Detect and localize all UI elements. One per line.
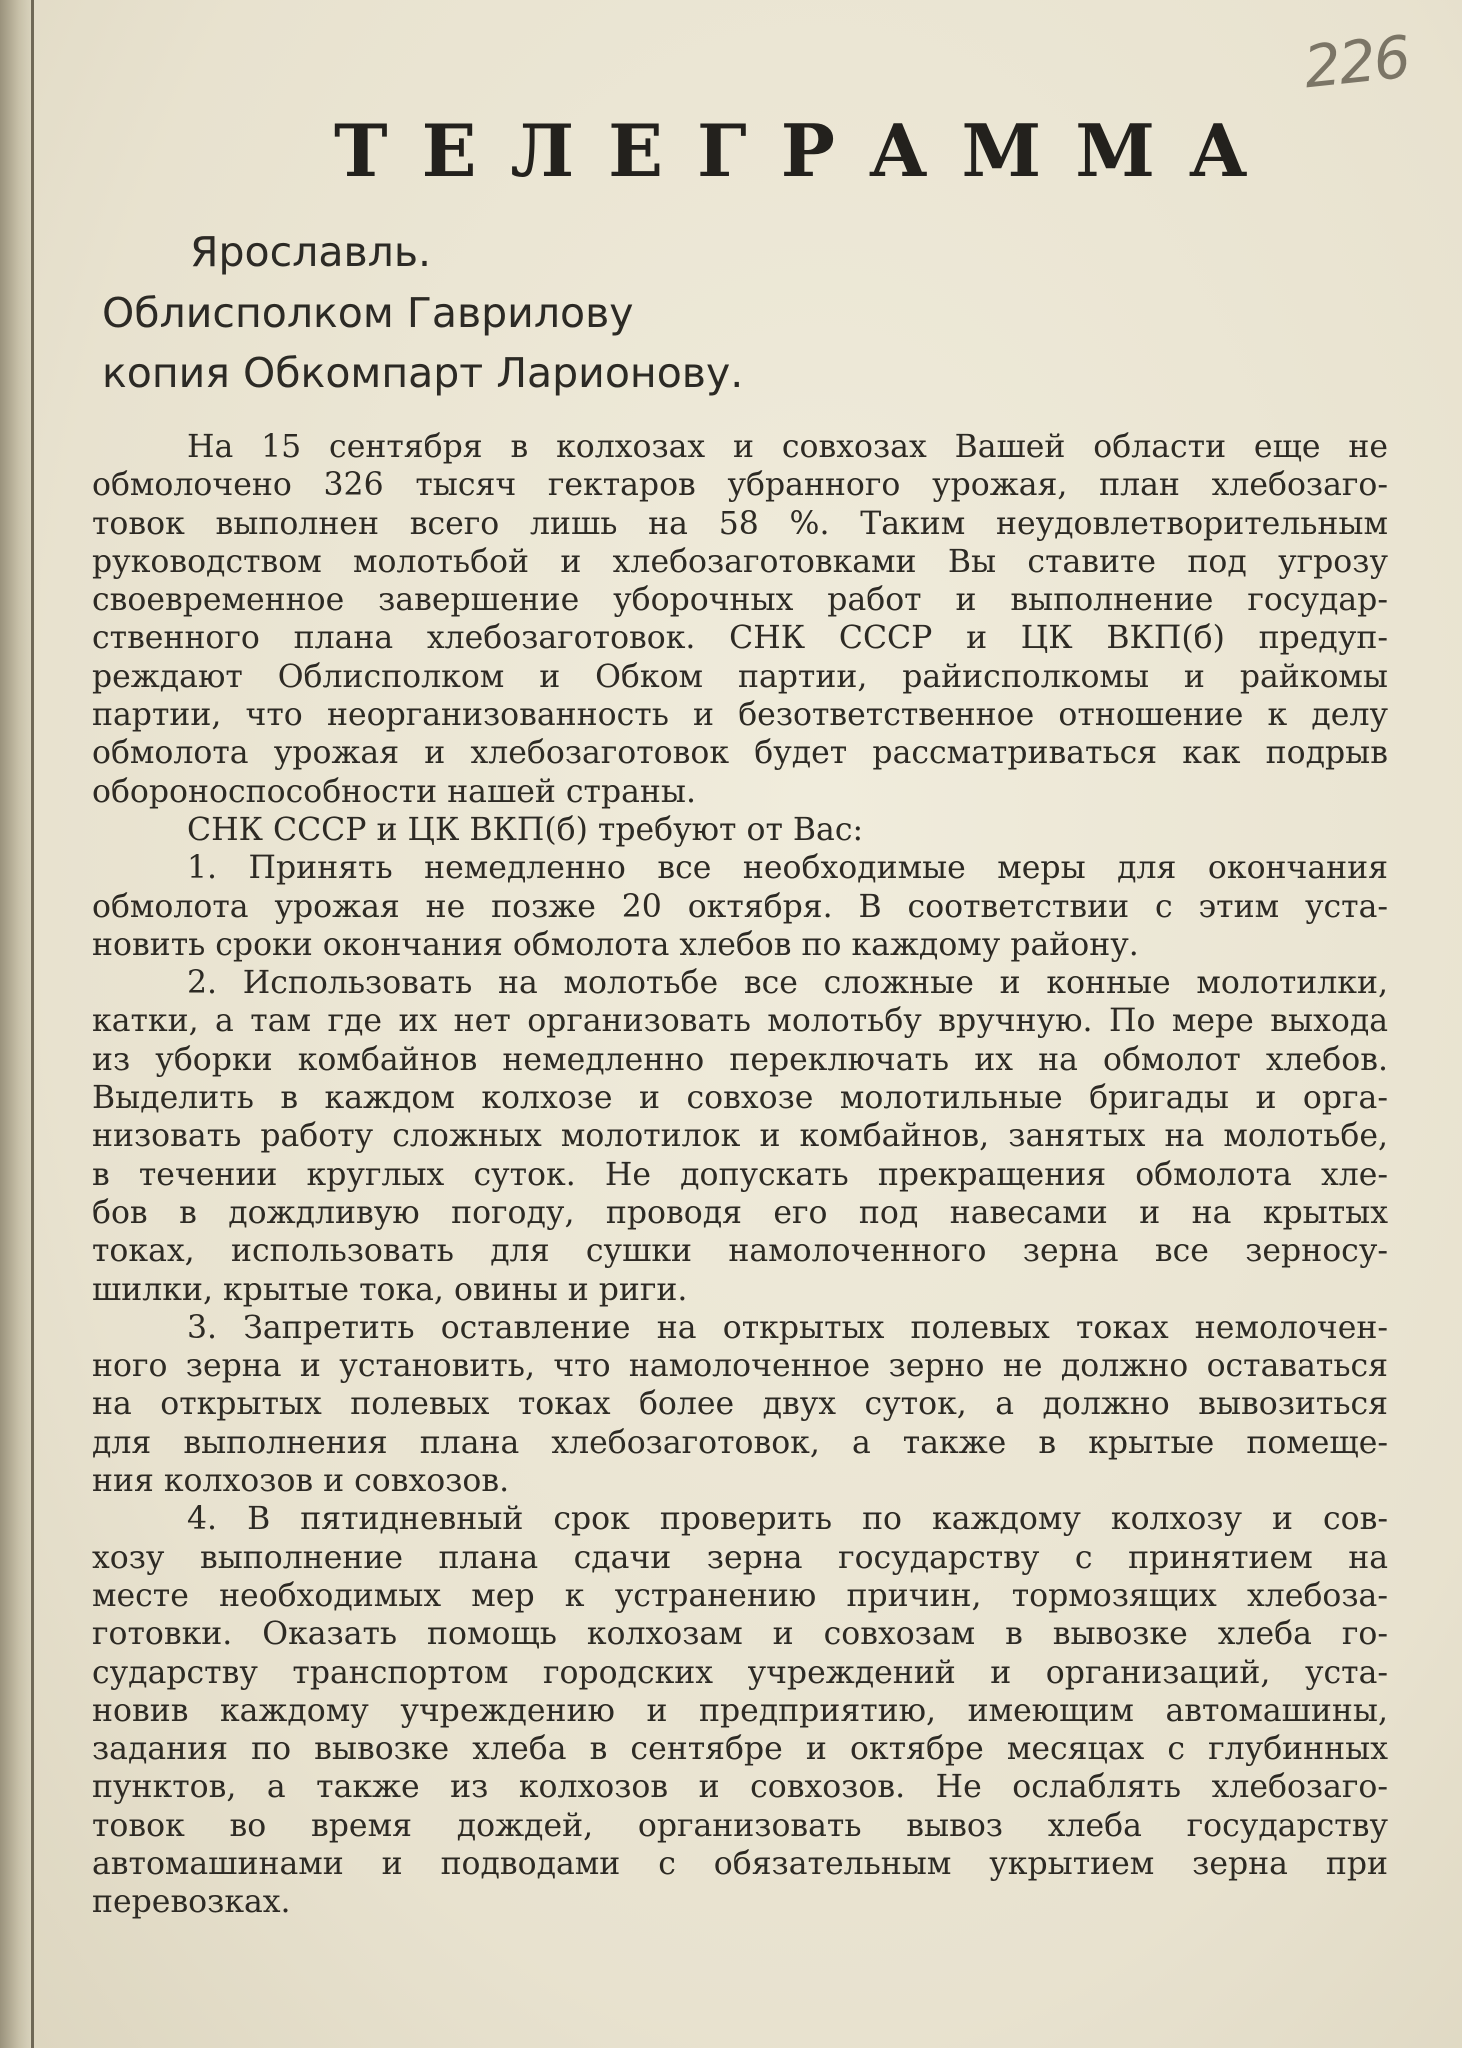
page-binding-edge: [0, 0, 34, 2048]
body-line: товок выполнен всего лишь на 58 %. Таким неудовлетворительным: [92, 505, 1388, 542]
body-line: обмолота урожая не позже 20 октября. В соответствии с этим уста-: [92, 888, 1388, 925]
body-line: своевременное завершение уборочных работ и выполнение государ-: [92, 582, 1388, 619]
address-city: Ярославль.: [190, 228, 432, 276]
body-line: токах, использовать для сушки намолоченного зерна все зерносу-: [92, 1233, 1388, 1270]
body-line: партии, что неорганизованность и безответственное отношение к делу: [92, 697, 1388, 734]
body-line: задания по вывозке хлеба в сентябре и октябре месяцах с глубинных: [92, 1731, 1388, 1768]
body-line: бов в дождливую погоду, проводя его под навесами и на крытых: [92, 1194, 1388, 1231]
body-line: катки, а там где их нет организовать молотьбу вручную. По мере выхода: [92, 1003, 1388, 1040]
body-line: месте необходимых мер к устранению причин, тормозящих хлебоза-: [92, 1577, 1388, 1614]
body-line: обороноспособности нашей страны.: [92, 773, 696, 810]
body-line: 2. Использовать на молотьбе все сложные и конные молотилки,: [187, 965, 1388, 1002]
body-line: ственного плана хлебозаготовок. СНК СССР и ЦК ВКП(б) предуп-: [92, 620, 1388, 657]
address-recipient: Облисполком Гаврилову: [102, 289, 634, 337]
body-line: обмолота урожая и хлебозаготовок будет рассматриваться как подрыв: [92, 735, 1388, 772]
body-line: СНК СССР и ЦК ВКП(б) требуют от Вас:: [187, 811, 864, 848]
body-line: реждают Облисполком и Обком партии, райисполкомы и райкомы: [92, 658, 1388, 695]
body-line: перевозках.: [92, 1884, 291, 1921]
body-line: новить сроки окончания обмолота хлебов по каждому району.: [92, 926, 1139, 963]
body-line: обмолочено 326 тысяч гектаров убранного урожая, план хлебозаго-: [92, 467, 1388, 504]
body-line: товок во время дождей, организовать вывоз хлеба государству: [92, 1807, 1388, 1844]
document-sheet: [34, 0, 1462, 2048]
body-line: для выполнения плана хлебозаготовок, а также в крытые помеще-: [92, 1424, 1388, 1461]
body-line: 3. Запретить оставление на открытых полевых токах немолочен-: [187, 1309, 1388, 1346]
body-line: Выделить в каждом колхозе и совхозе молотильные бригады и орга-: [92, 1080, 1388, 1117]
body-line: ного зерна и установить, что намолоченное зерно не должно оставаться: [92, 1348, 1388, 1385]
body-line: хозу выполнение плана сдачи зерна государству с принятием на: [92, 1539, 1388, 1576]
body-line: 1. Принять немедленно все необходимые меры для окончания: [187, 850, 1388, 887]
body-line: в течении круглых суток. Не допускать прекращения обмолота хле-: [92, 1156, 1388, 1193]
document-title: ТЕЛЕГРАММА: [334, 108, 1282, 193]
body-line: 4. В пятидневный срок проверить по каждому колхозу и сов-: [187, 1501, 1388, 1538]
body-line: новив каждому учреждению и предприятию, имеющим автомашины,: [92, 1692, 1388, 1729]
telegram-body: [92, 428, 1388, 1922]
body-line: На 15 сентября в колхозах и совхозах Вашей области еще не: [187, 429, 1388, 465]
body-line: ния колхозов и совхозов.: [92, 1463, 510, 1500]
body-line: руководством молотьбой и хлебозаготовками Вы ставите под угрозу: [92, 543, 1388, 580]
address-copy: копия Обкомпарт Ларионову.: [102, 349, 744, 397]
body-line: автомашинами и подводами с обязательным укрытием зерна при: [92, 1845, 1388, 1882]
body-line: на открытых полевых токах более двух суток, а должно вывозиться: [92, 1386, 1388, 1423]
body-line: готовки. Оказать помощь колхозам и совхозам в вывозке хлеба го-: [92, 1616, 1388, 1653]
body-line: шилки, крытые тока, овины и риги.: [92, 1271, 688, 1308]
body-line: из уборки комбайнов немедленно переключать их на обмолот хлебов.: [92, 1041, 1388, 1078]
body-line: низовать работу сложных молотилок и комбайнов, занятых на молотьбе,: [92, 1118, 1388, 1155]
archive-page-number: 226: [1300, 22, 1412, 102]
body-line: пунктов, а также из колхозов и совхозов. Не ослаблять хлебозаго-: [92, 1769, 1388, 1806]
body-line: сударству транспортом городских учреждений и организаций, уста-: [92, 1654, 1388, 1691]
